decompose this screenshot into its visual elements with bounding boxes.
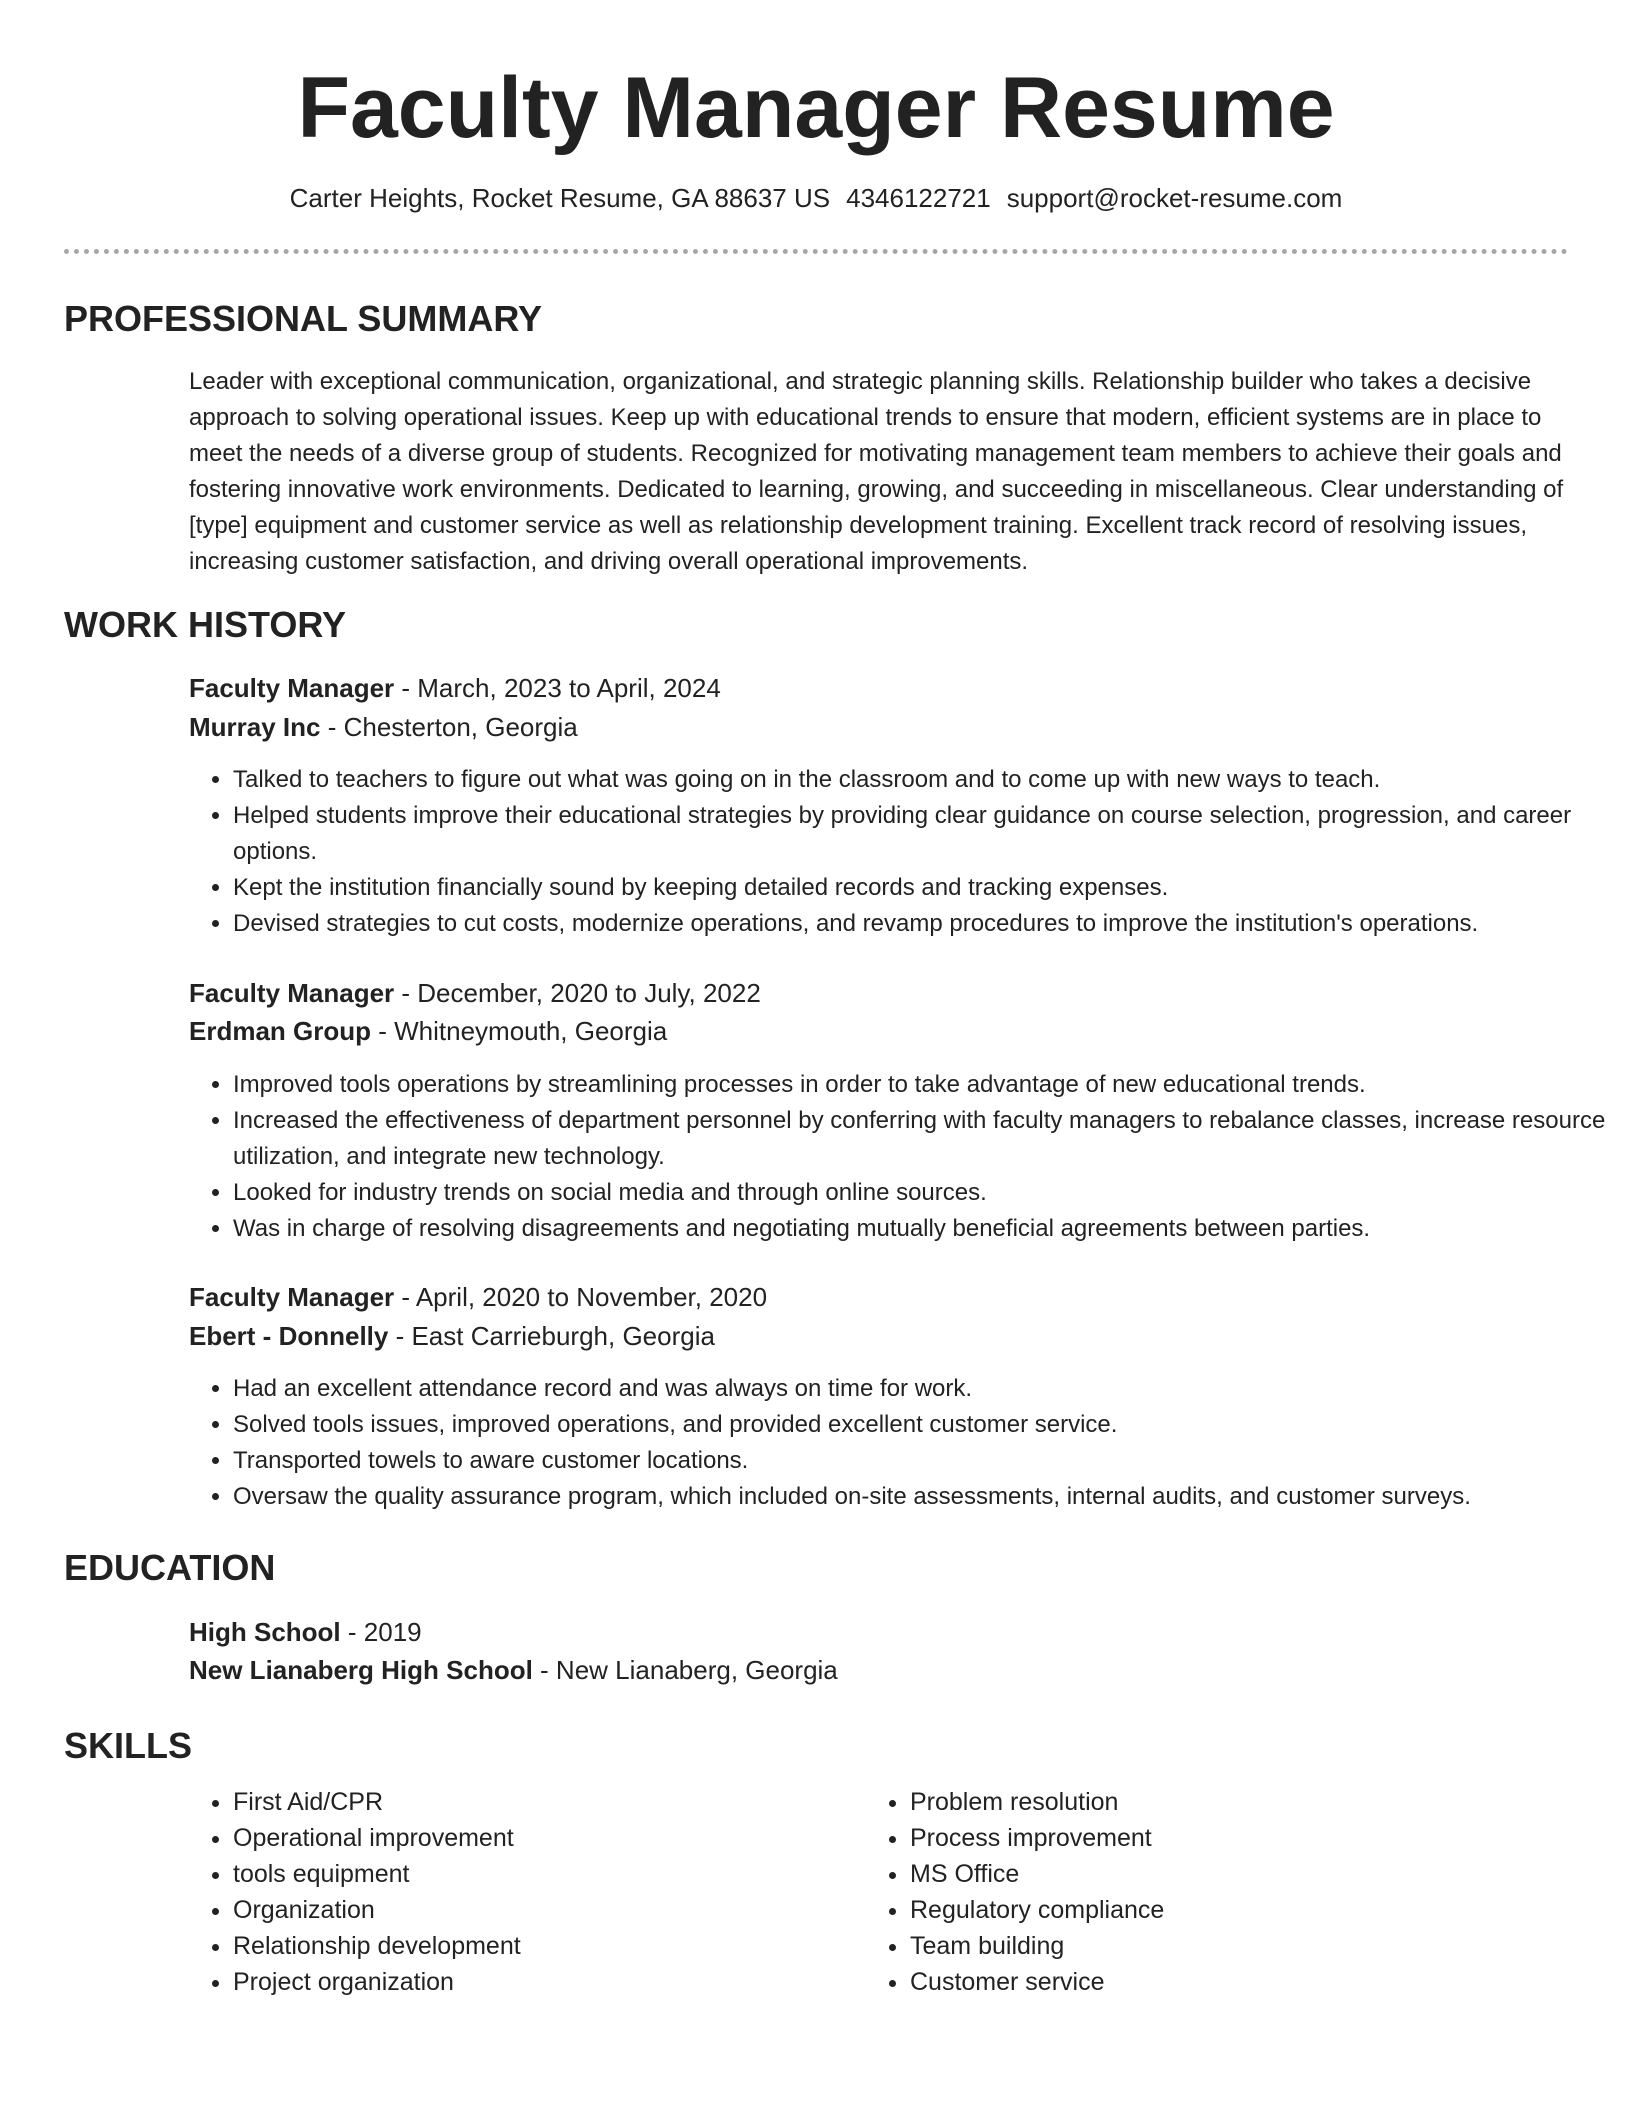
- job-location: - Whitneymouth, Georgia: [371, 1016, 668, 1046]
- education-school: New Lianaberg High School: [189, 1655, 533, 1685]
- job-title: Faculty Manager: [189, 978, 395, 1008]
- list-item: • Looked for industry trends on social media and through online sources.: [233, 1175, 1613, 1211]
- skill-item: • Process improvement: [910, 1820, 1530, 1856]
- skill-item: • Team building: [910, 1928, 1530, 1964]
- job-company: Ebert - Donnelly: [189, 1321, 389, 1351]
- job-company: Murray Inc: [189, 712, 321, 742]
- list-item: • Transported towels to aware customer locations.: [233, 1443, 1613, 1479]
- list-item: • Oversaw the quality assurance program, which included on-site assessments, internal audits, and customer surveys.: [233, 1479, 1613, 1515]
- job-company-line: [189, 1317, 715, 1355]
- list-item: • Had an excellent attendance record and was always on time for work.: [233, 1371, 1613, 1407]
- contact-address: Carter Heights, Rocket Resume, GA 88637 US: [289, 183, 831, 213]
- contact-phone: 4346122721: [846, 183, 991, 213]
- job-company: Erdman Group: [189, 1016, 372, 1046]
- job-location: - Chesterton, Georgia: [320, 712, 578, 742]
- education-degree: High School: [189, 1617, 341, 1647]
- job-company-line: [189, 1012, 667, 1050]
- job-dates: - December, 2020 to July, 2022: [394, 978, 761, 1008]
- education-location: - New Lianaberg, Georgia: [532, 1655, 838, 1685]
- skill-item: • Organization: [233, 1892, 853, 1928]
- job-dates: - April, 2020 to November, 2020: [394, 1282, 768, 1312]
- resume-title: Faculty Manager Resume: [297, 60, 1335, 156]
- job-title-line: [189, 1278, 767, 1316]
- skill-item: • Regulatory compliance: [910, 1892, 1530, 1928]
- work-history-heading: WORK HISTORY: [64, 604, 347, 645]
- job-title-line: [189, 669, 721, 707]
- list-item: • Helped students improve their educational strategies by providing clear guidance on course selection, progression, and career options.: [233, 798, 1613, 870]
- list-item: • Kept the institution financially sound by keeping detailed records and tracking expenses.: [233, 870, 1613, 906]
- skill-item: • Problem resolution: [910, 1784, 1530, 1820]
- skill-item: • Operational improvement: [233, 1820, 853, 1856]
- skill-item: • Project organization: [233, 1964, 853, 2000]
- skills-list-right: [866, 1784, 1530, 2000]
- skill-item: • MS Office: [910, 1856, 1530, 1892]
- list-item: • Solved tools issues, improved operations, and provided excellent customer service.: [233, 1407, 1613, 1443]
- list-item: • Talked to teachers to figure out what was going on in the classroom and to come up with new ways to teach.: [233, 762, 1613, 798]
- list-item: • Increased the effectiveness of department personnel by conferring with faculty managers to rebalance classes, increase resource utilization, and integrate new technology.: [233, 1103, 1613, 1175]
- contact-line: [0, 180, 1632, 216]
- job-title: Faculty Manager: [189, 673, 395, 703]
- education-degree-line: [189, 1613, 422, 1651]
- header-divider: [64, 249, 1568, 254]
- job-title-line: [189, 974, 761, 1012]
- list-item: • Devised strategies to cut costs, modernize operations, and revamp procedures to improve the institution's operations.: [233, 906, 1613, 942]
- job-title: Faculty Manager: [189, 1282, 395, 1312]
- education-year: - 2019: [340, 1617, 422, 1647]
- job-bullets: [189, 1371, 1613, 1515]
- job-bullets: [189, 762, 1613, 942]
- list-item: • Improved tools operations by streamlining processes in order to take advantage of new educational trends.: [233, 1067, 1613, 1103]
- job-location: - East Carrieburgh, Georgia: [388, 1321, 715, 1351]
- skill-item: • tools equipment: [233, 1856, 853, 1892]
- education-heading: EDUCATION: [64, 1547, 276, 1588]
- skill-item: • First Aid/CPR: [233, 1784, 853, 1820]
- job-bullets: [189, 1067, 1613, 1247]
- skills-heading: SKILLS: [64, 1725, 193, 1766]
- summary-heading: PROFESSIONAL SUMMARY: [64, 298, 543, 339]
- job-company-line: [189, 708, 578, 746]
- education-school-line: [189, 1651, 838, 1689]
- contact-email: support@rocket-resume.com: [1006, 183, 1343, 213]
- job-dates: - March, 2023 to April, 2024: [394, 673, 721, 703]
- summary-text: Leader with exceptional communication, organizational, and strategic planning skills. Relationship builder who takes a decisive approach to solving operational issues. Keep up with educational trends to ensure that modern, efficient systems are in place to meet the needs of a diverse group of students. Recognized for motivating management team members to achieve their goals and fostering innovative work environments. Dedicated to learning, growing, and succeeding in miscellaneous. Clear understanding of [type] equipment and customer service as well as relationship development training. Excellent track record of resolving issues, increasing customer satisfaction, and driving overall operational improvements.: [189, 368, 1564, 575]
- skill-item: • Relationship development: [233, 1928, 853, 1964]
- list-item: • Was in charge of resolving disagreements and negotiating mutually beneficial agreements between parties.: [233, 1211, 1613, 1247]
- skills-list-left: [189, 1784, 853, 2000]
- skill-item: • Customer service: [910, 1964, 1530, 2000]
